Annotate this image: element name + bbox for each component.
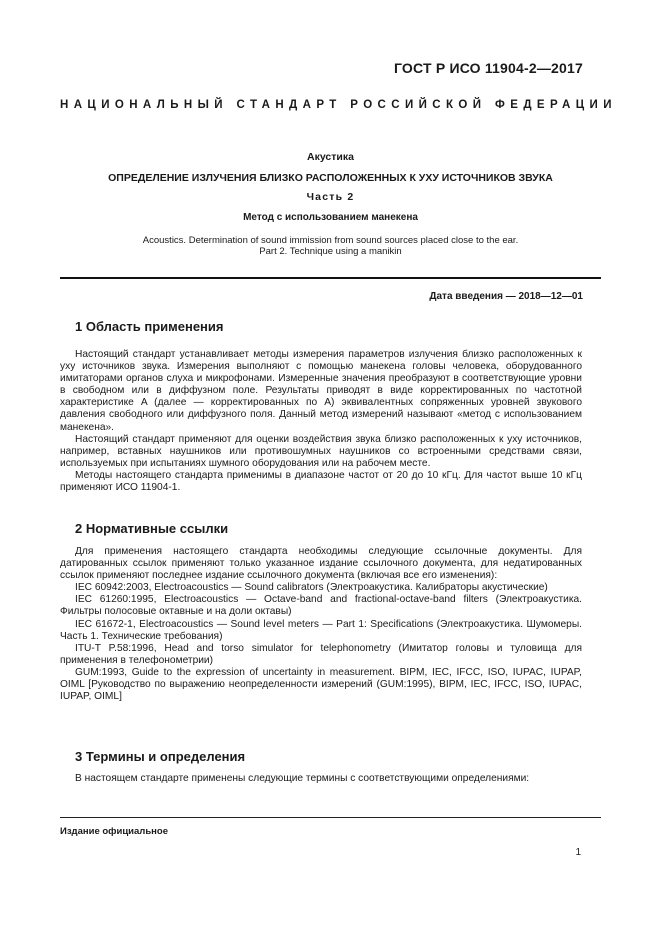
paragraph: Методы настоящего стандарта применимы в диапазоне частот от 20 до 10 кГц. Для частот выше 10 кГц применяют ИСО 11904-1.: [60, 469, 582, 494]
reference-item: IEC 60942:2003, Electroacoustics — Sound calibrators (Электроакустика. Калибраторы акустические): [75, 582, 548, 594]
title-subject: Акустика: [307, 151, 354, 163]
title-part: Часть 2: [306, 191, 355, 203]
title-divider: [60, 277, 601, 279]
section-body-scope: [60, 349, 582, 494]
section-heading-terms: 3 Термины и определения: [75, 749, 246, 764]
section-heading-scope: 1 Область применения: [75, 319, 224, 334]
introduction-date: Дата введения — 2018—12—01: [429, 291, 583, 302]
paragraph: Настоящий стандарт устанавливает методы измерения параметров излучения близко расположенных к уху источников звука. Измерения выполняют с помощью манекена головы человека, оборудованного имитаторами органов слуха и микрофонами. Измеренные значения преобразуют в соответствующие уровни в свободном или в диффузном поле. Результаты приводят в виде корректированных по частотной характеристике A (далее — корректированных по A) эквивалентных сопряженных уровней звукового давления свободного или диффузного поля. Данный метод измерений называют «метод с использованием манекена».: [60, 349, 582, 433]
footer-divider: [60, 817, 601, 818]
paragraph: В настоящем стандарте применены следующие термины с соответствующими определениями:: [75, 773, 530, 784]
section-heading-normative-references: 2 Нормативные ссылки: [75, 521, 229, 536]
title-english-line-2: Part 2. Technique using a manikin: [259, 246, 402, 257]
reference-item: IEC 61260:1995, Electroacoustics — Octave-band and fractional-octave-band filters (Электроакустика. Фильтры полосовые октавные и на доли октавы): [60, 594, 582, 618]
national-standard-heading: НАЦИОНАЛЬНЫЙ СТАНДАРТ РОССИЙСКОЙ ФЕДЕРАЦИИ: [60, 99, 617, 111]
title-english-line-1: Acoustics. Determination of sound immission from sound sources placed close to the ear.: [142, 235, 519, 246]
paragraph: Для применения настоящего стандарта необходимы следующие ссылочные документы. Для датированных ссылок применяют только указанное издание ссылочного документа, для недатированных ссылок применяют последнее издание ссылочного документа (включая все его изменения):: [60, 546, 582, 582]
reference-item: IEC 61672-1, Electroacoustics — Sound level meters — Part 1: Specifications (Электроакустика. Шумомеры. Часть 1. Технические требования): [60, 618, 582, 642]
title-method: Метод с использованием манекена: [243, 212, 418, 223]
section-body-terms: [60, 773, 582, 785]
paragraph: Настоящий стандарт применяют для оценки воздействия звука близко расположенных к уху источников, например, вставных наушников или противошумных наушников со встроенными средствами связи, используемых при испытаниях шумного оборудования или на рабочем месте.: [60, 433, 582, 469]
section-body-normative-references: [60, 546, 582, 703]
reference-item: ITU-T P.58:1996, Head and torso simulator for telephonometry (Имитатор головы и туловища для применения в телефонометрии): [60, 642, 582, 666]
reference-item: GUM:1993, Guide to the expression of uncertainty in measurement. BIPM, IEC, IFCC, ISO, IUPAC, IUPAP, OIML [Руководство по выражению неопределенности измерений (GUM:1995), BIPM, IEC, IFCC, ISO, IUPAC, IUPAP, OIML]: [60, 666, 582, 703]
page-number: 1: [575, 847, 581, 858]
standard-designation: ГОСТ Р ИСО 11904-2—2017: [393, 60, 583, 76]
edition-label: Издание официальное: [60, 826, 168, 837]
title-main: ОПРЕДЕЛЕНИЕ ИЗЛУЧЕНИЯ БЛИЗКО РАСПОЛОЖЕННЫХ К УХУ ИСТОЧНИКОВ ЗВУКА: [108, 172, 553, 184]
